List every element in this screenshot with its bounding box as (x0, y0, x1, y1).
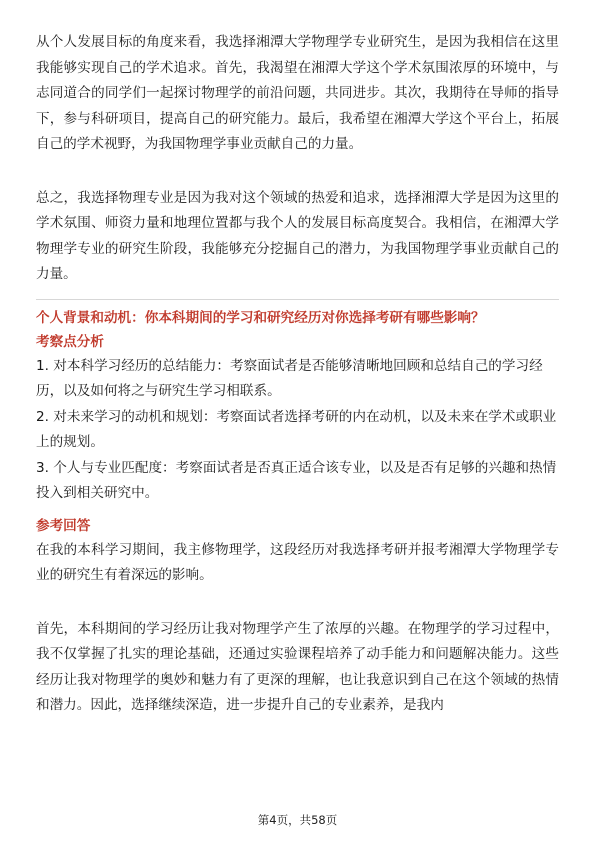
answer-paragraph-1: 在我的本科学习期间，我主修物理学，这段经历对我选择考研并报考湘潭大学物理学专业的研究生有着深远的影响。 (36, 541, 559, 583)
intro-paragraph-1: 从个人发展目标的角度来看，我选择湘潭大学物理学专业研究生，是因为我相信在这里我能够实现自己的学术追求。首先，我渴望在湘潭大学这个学术氛围浓厚的环境中，与志同道合的同学们一起探讨物理学的前沿问题，共同进步。其次，我期待在导师的指导下，参与科研项目，提高自己的研究能力。最后，我希望在湘潭大学这个平台上，拓展自己的学术视野，为我国物理学事业贡献自己的力量。 (36, 34, 559, 152)
paragraph-spacer (36, 589, 559, 617)
answer-label: 参考回答 (36, 517, 91, 534)
answer-paragraph-2: 首先，本科期间的学习经历让我对物理学产生了浓厚的兴趣。在物理学的学习过程中，我不仅掌握了扎实的理论基础，还通过实验课程培养了动手能力和问题解决能力。这些经历让我对物理学的奥妙和魅力有了更深的理解，也让我意识到自己在这个领域的热情和潜力。因此，选择继续深造，进一步提升自己的专业素养，是我内 (36, 620, 559, 713)
question-heading: 个人背景和动机：你本科期间的学习和研究经历对你选择考研有哪些影响？ (36, 309, 485, 326)
page-number-footer: 第4页，共58页 (257, 813, 338, 827)
analysis-item-2: 2. 对未来学习的动机和规划：考察面试者选择考研的内在动机，以及未来在学术或职业上的规划。 (36, 408, 557, 450)
paragraph-spacer (36, 158, 559, 186)
section-spacer (36, 507, 559, 514)
analysis-item-3: 3. 个人与专业匹配度：考察面试者是否真正适合该专业，以及是否有足够的兴趣和热情投入到相关研究中。 (36, 459, 557, 501)
analysis-item-1: 1. 对本科学习经历的总结能力：考察面试者是否能够清晰地回顾和总结自己的学习经历，以及如何将之与研究生学习相联系。 (36, 357, 543, 399)
section-divider (36, 299, 559, 300)
intro-paragraph-2: 总之，我选择物理专业是因为我对这个领域的热爱和追求，选择湘潭大学是因为这里的学术氛围、师资力量和地理位置都与我个人的发展目标高度契合。我相信，在湘潭大学物理学专业的研究生阶段，我能够充分挖掘自己的潜力，为我国物理学事业贡献自己的力量。 (36, 189, 559, 282)
document-page (36, 30, 559, 719)
analysis-label: 考察点分析 (36, 333, 104, 350)
